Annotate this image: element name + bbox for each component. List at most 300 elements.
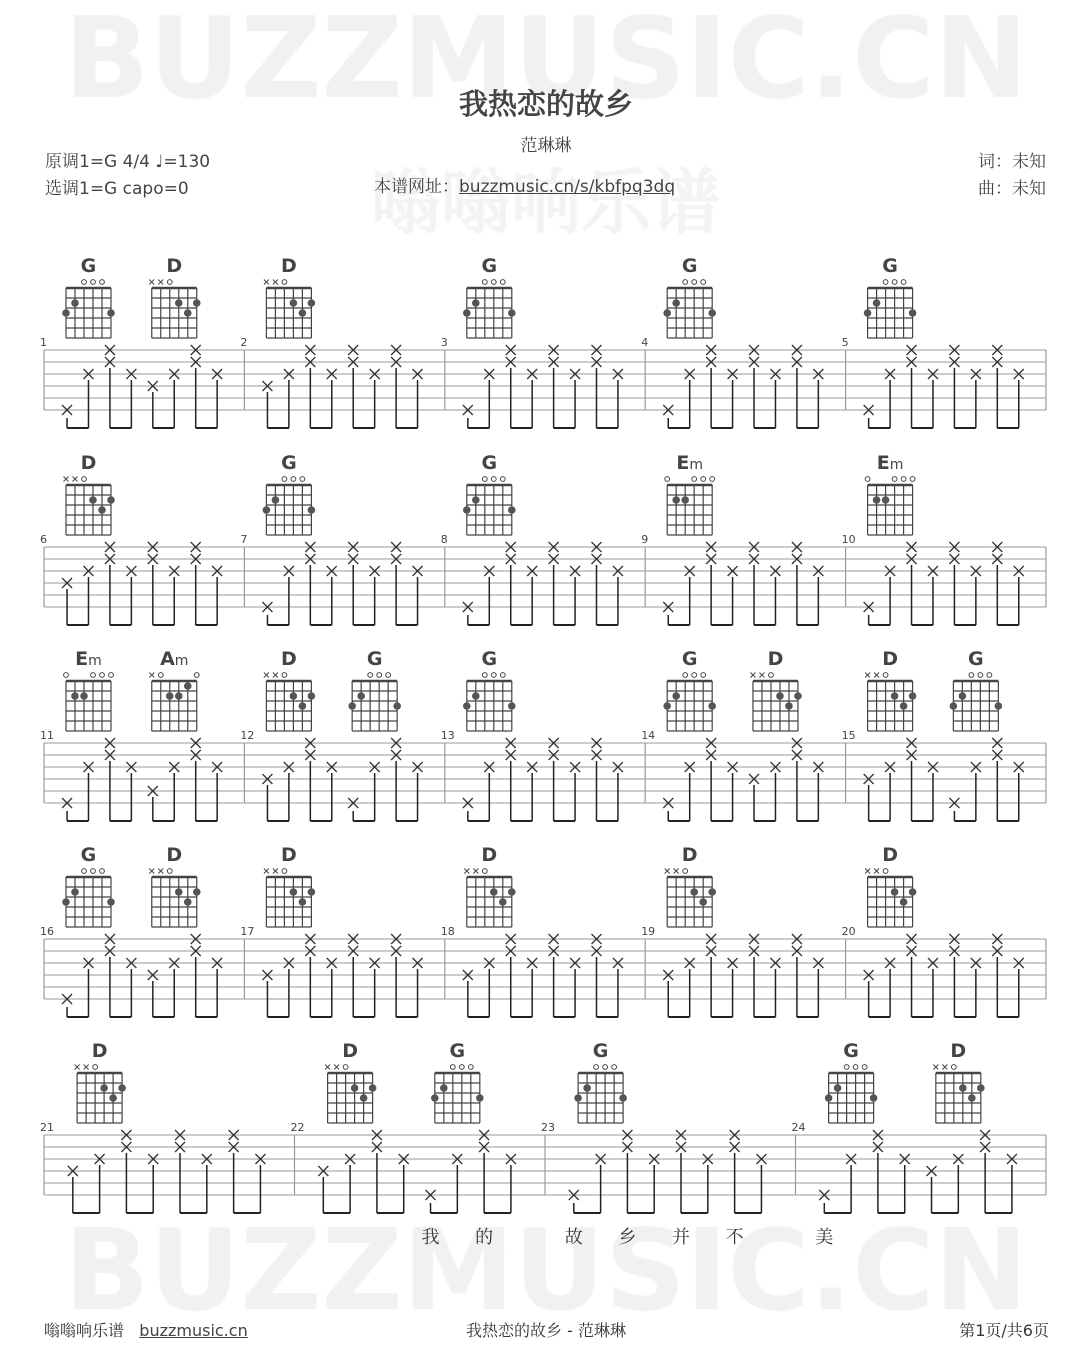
measure-22: [291, 1040, 516, 1248]
open-string-icon: [282, 869, 287, 874]
finger-dot: [431, 1094, 439, 1102]
finger-dot: [393, 702, 401, 710]
muted-string-icon: [473, 869, 478, 874]
finger-dot: [508, 702, 516, 710]
lyric-char: 故: [564, 1227, 583, 1248]
measure-number: 18: [440, 925, 455, 938]
finger-dot: [472, 496, 480, 504]
open-string-icon: [883, 280, 888, 285]
chord-name: Em: [676, 452, 704, 474]
lyric-char: 我: [421, 1227, 440, 1248]
finger-dot: [290, 888, 298, 896]
open-string-icon: [594, 1065, 599, 1070]
tab-row: [40, 844, 1046, 1017]
chord-name: G: [449, 1040, 466, 1062]
finger-dot: [708, 309, 716, 317]
open-string-icon: [862, 1065, 867, 1070]
chord-diagram-d: [149, 869, 200, 928]
chord-name: G: [843, 1040, 859, 1062]
chord-diagram-g: [463, 280, 516, 338]
open-string-icon: [844, 1065, 849, 1070]
chord-name: D: [166, 255, 183, 277]
measure-number: 22: [290, 1121, 305, 1134]
open-string-icon: [901, 477, 906, 482]
finger-dot: [909, 309, 917, 317]
muted-string-icon: [665, 869, 670, 874]
chord-diagram-g: [463, 673, 516, 731]
open-string-icon: [683, 280, 688, 285]
finger-dot: [308, 888, 316, 896]
muted-string-icon: [750, 673, 755, 678]
chord-diagram-g: [463, 477, 516, 535]
measure-number: 8: [440, 533, 448, 546]
finger-dot: [870, 1094, 878, 1102]
measure-number: 23: [541, 1121, 555, 1134]
chord-diagram-d: [264, 280, 315, 339]
chord-name: G: [80, 255, 97, 277]
open-string-icon: [865, 477, 870, 482]
open-string-icon: [683, 869, 688, 874]
finger-dot: [672, 299, 680, 307]
finger-dot: [308, 506, 316, 514]
open-string-icon: [482, 280, 487, 285]
measure-9: [641, 452, 823, 625]
finger-dot: [290, 299, 298, 307]
chord-diagram-em: [665, 477, 715, 535]
finger-dot: [175, 692, 183, 700]
muted-string-icon: [865, 673, 870, 678]
finger-dot: [472, 692, 480, 700]
finger-dot: [71, 692, 79, 700]
tab-row: [40, 452, 1046, 625]
chord-name: G: [882, 255, 898, 277]
chord-diagram-d: [149, 280, 200, 339]
chord-name: G: [481, 255, 498, 277]
muted-string-icon: [273, 673, 278, 678]
finger-dot: [62, 309, 70, 317]
finger-dot: [508, 309, 516, 317]
open-string-icon: [769, 673, 774, 678]
finger-dot: [776, 692, 784, 700]
muted-string-icon: [158, 280, 163, 285]
muted-string-icon: [72, 477, 77, 482]
measure-number: 2: [240, 336, 248, 349]
measure-7: [240, 452, 422, 625]
artist-name: 范琳琳: [520, 136, 572, 156]
open-string-icon: [368, 673, 373, 678]
finger-dot: [348, 702, 356, 710]
chord-name: G: [366, 648, 383, 670]
chord-diagram-g: [574, 1065, 627, 1123]
open-string-icon: [282, 280, 287, 285]
finger-dot: [977, 1084, 985, 1092]
finger-dot: [900, 898, 908, 906]
finger-dot: [98, 506, 106, 514]
open-string-icon: [100, 280, 105, 285]
open-string-icon: [901, 280, 906, 285]
measure-6: [40, 452, 222, 625]
tab-row: [40, 648, 1046, 821]
chord-diagram-g: [348, 673, 401, 731]
chord-diagram-g: [825, 1065, 878, 1123]
open-string-icon: [167, 280, 172, 285]
finger-dot: [508, 506, 516, 514]
finger-dot: [583, 1084, 591, 1092]
finger-dot: [681, 496, 689, 504]
muted-string-icon: [325, 1065, 330, 1070]
lyric-char: 美: [815, 1227, 834, 1248]
chord-diagram-d: [865, 869, 916, 928]
finger-dot: [900, 702, 908, 710]
finger-dot: [873, 496, 881, 504]
muted-string-icon: [84, 1065, 89, 1070]
finger-dot: [882, 496, 890, 504]
finger-dot: [708, 702, 716, 710]
finger-dot: [351, 1084, 359, 1092]
finger-dot: [619, 1094, 627, 1102]
open-string-icon: [93, 1065, 98, 1070]
open-string-icon: [194, 673, 199, 678]
muted-string-icon: [942, 1065, 947, 1070]
chord-diagram-d: [325, 1065, 376, 1124]
measure-21: [40, 1040, 265, 1213]
measure-24: [792, 1040, 1017, 1248]
open-string-icon: [282, 477, 287, 482]
finger-dot: [184, 898, 192, 906]
chord-name: G: [481, 452, 498, 474]
chord-diagram-d: [665, 869, 716, 928]
finger-dot: [959, 692, 967, 700]
finger-dot: [166, 692, 174, 700]
finger-dot: [89, 496, 97, 504]
open-string-icon: [892, 477, 897, 482]
chord-name: D: [342, 1040, 359, 1062]
chord-name: D: [280, 255, 297, 277]
muted-string-icon: [75, 1065, 80, 1070]
open-string-icon: [603, 1065, 608, 1070]
finger-dot: [80, 692, 88, 700]
chord-diagram-d: [464, 869, 515, 928]
open-string-icon: [491, 477, 496, 482]
muted-string-icon: [149, 280, 154, 285]
chord-diagram-g: [62, 869, 115, 927]
open-string-icon: [386, 673, 391, 678]
measure-number: 16: [40, 925, 54, 938]
finger-dot: [440, 1084, 448, 1092]
chord-diagram-g: [663, 280, 716, 338]
finger-dot: [184, 682, 192, 690]
finger-dot: [490, 888, 498, 896]
open-string-icon: [665, 477, 670, 482]
open-string-icon: [491, 673, 496, 678]
measure-1: [40, 255, 222, 428]
open-string-icon: [82, 280, 87, 285]
open-string-icon: [701, 673, 706, 678]
finger-dot: [263, 506, 271, 514]
chord-diagram-d: [264, 673, 315, 732]
muted-string-icon: [158, 869, 163, 874]
chord-name: D: [481, 844, 498, 866]
footer-page: 第1页/共6页: [959, 1321, 1049, 1340]
muted-string-icon: [334, 1065, 339, 1070]
finger-dot: [891, 692, 899, 700]
open-string-icon: [100, 673, 105, 678]
open-string-icon: [100, 869, 105, 874]
muted-string-icon: [874, 869, 879, 874]
finger-dot: [672, 496, 680, 504]
chord-name: G: [281, 452, 297, 474]
measure-number: 19: [641, 925, 656, 938]
open-string-icon: [701, 477, 706, 482]
measure-number: 5: [841, 336, 849, 349]
chord-diagram-d: [264, 869, 315, 928]
url-label: 本谱网址：: [374, 177, 459, 197]
chord-diagram-g: [62, 280, 115, 338]
finger-dot: [499, 898, 507, 906]
footer-site-link[interactable]: buzzmusic.cn: [139, 1321, 248, 1340]
finger-dot: [107, 898, 115, 906]
open-string-icon: [692, 477, 697, 482]
open-string-icon: [978, 673, 983, 678]
open-string-icon: [91, 673, 96, 678]
finger-dot: [663, 702, 671, 710]
chord-name: D: [767, 648, 784, 670]
measure-number: 3: [440, 336, 448, 349]
open-string-icon: [500, 477, 505, 482]
open-string-icon: [64, 673, 69, 678]
finger-dot: [184, 309, 192, 317]
open-string-icon: [377, 673, 382, 678]
open-string-icon: [482, 477, 487, 482]
chord-name: D: [280, 648, 297, 670]
measure-15: [842, 648, 1024, 821]
chord-diagram-g: [663, 673, 716, 731]
muted-string-icon: [874, 673, 879, 678]
chord-diagram-em: [865, 477, 915, 535]
measure-number: 1: [40, 336, 47, 349]
chord-name: G: [80, 844, 97, 866]
measure-number: 13: [440, 729, 455, 742]
chord-name: Em: [876, 452, 904, 474]
tab-row: [40, 1040, 1046, 1248]
finger-dot: [959, 1084, 967, 1092]
finger-dot: [672, 692, 680, 700]
open-string-icon: [710, 477, 715, 482]
finger-dot: [873, 299, 881, 307]
finger-dot: [834, 1084, 842, 1092]
chord-diagram-g: [864, 280, 917, 338]
chord-name: D: [80, 452, 97, 474]
open-string-icon: [883, 673, 888, 678]
measure-number: 12: [240, 729, 255, 742]
finger-dot: [360, 1094, 368, 1102]
open-string-icon: [300, 477, 305, 482]
chord-diagram-d: [933, 1065, 984, 1124]
measure-12: [240, 648, 422, 821]
chord-diagram-em: [64, 673, 114, 731]
chord-name: D: [882, 648, 898, 670]
finger-dot: [71, 299, 79, 307]
finger-dot: [794, 692, 802, 700]
chord-diagram-d: [75, 1065, 126, 1124]
finger-dot: [62, 898, 70, 906]
open-string-icon: [951, 1065, 956, 1070]
finger-dot: [175, 888, 183, 896]
measure-3: [441, 255, 623, 428]
lyric-char: 不: [725, 1227, 744, 1248]
footer-song: 我热恋的故乡 - 范琳琳: [466, 1321, 626, 1340]
chord-name: G: [681, 648, 698, 670]
finger-dot: [864, 309, 872, 317]
measure-number: 20: [841, 925, 856, 938]
measure-number: 14: [641, 729, 656, 742]
finger-dot: [107, 309, 115, 317]
open-string-icon: [692, 280, 697, 285]
finger-dot: [193, 888, 201, 896]
finger-dot: [308, 692, 316, 700]
measure-number: 9: [641, 533, 649, 546]
finger-dot: [299, 309, 307, 317]
chord-diagram-g: [431, 1065, 484, 1123]
muted-string-icon: [264, 673, 269, 678]
open-string-icon: [692, 673, 697, 678]
measure-17: [240, 844, 422, 1017]
open-string-icon: [969, 673, 974, 678]
open-string-icon: [910, 477, 915, 482]
chord-name: G: [681, 255, 698, 277]
measure-20: [842, 844, 1024, 1017]
finger-dot: [574, 1094, 582, 1102]
url-line: [374, 172, 675, 197]
open-string-icon: [683, 673, 688, 678]
open-string-icon: [612, 1065, 617, 1070]
open-string-icon: [491, 280, 496, 285]
open-string-icon: [468, 1065, 473, 1070]
finger-dot: [995, 702, 1003, 710]
finger-dot: [508, 888, 516, 896]
finger-dot: [193, 299, 201, 307]
tab-row: [40, 255, 1046, 428]
muted-string-icon: [264, 869, 269, 874]
open-string-icon: [892, 280, 897, 285]
finger-dot: [308, 299, 316, 307]
measure-2: [240, 255, 422, 428]
muted-string-icon: [273, 869, 278, 874]
chord-name: D: [280, 844, 297, 866]
measure-5: [842, 255, 1024, 428]
chord-name: G: [968, 648, 984, 670]
finger-dot: [663, 309, 671, 317]
lyric-char: 并: [672, 1227, 691, 1248]
finger-dot: [463, 506, 471, 514]
measure-number: 21: [40, 1121, 54, 1134]
open-string-icon: [500, 673, 505, 678]
measure-19: [641, 844, 823, 1017]
muted-string-icon: [464, 869, 469, 874]
chord-diagram-d: [750, 673, 801, 732]
finger-dot: [476, 1094, 484, 1102]
open-string-icon: [482, 673, 487, 678]
open-string-icon: [82, 869, 87, 874]
lyricist: 词：未知: [978, 152, 1046, 172]
measure-number: 15: [841, 729, 856, 742]
chord-name: G: [481, 648, 498, 670]
finger-dot: [785, 702, 793, 710]
finger-dot: [463, 702, 471, 710]
measure-16: [40, 844, 222, 1017]
open-string-icon: [701, 280, 706, 285]
composer: 曲：未知: [978, 179, 1046, 199]
measure-13: [441, 648, 623, 821]
muted-string-icon: [865, 869, 870, 874]
capo-info: 选调1=G capo=0: [45, 179, 189, 199]
chord-name: D: [950, 1040, 967, 1062]
finger-dot: [290, 692, 298, 700]
open-string-icon: [500, 280, 505, 285]
open-string-icon: [91, 280, 96, 285]
open-string-icon: [82, 477, 87, 482]
open-string-icon: [167, 869, 172, 874]
chord-diagram-d: [63, 477, 114, 536]
chord-diagram-d: [865, 673, 916, 732]
chord-name: D: [882, 844, 898, 866]
muted-string-icon: [933, 1065, 938, 1070]
lyric-char: 的: [475, 1227, 494, 1248]
finger-dot: [100, 1084, 108, 1092]
finger-dot: [968, 1094, 976, 1102]
measure-10: [842, 452, 1024, 625]
measure-number: 17: [240, 925, 255, 938]
measure-number: 4: [641, 336, 649, 349]
finger-dot: [950, 702, 958, 710]
measure-number: 10: [841, 533, 856, 546]
open-string-icon: [158, 673, 163, 678]
open-string-icon: [109, 673, 114, 678]
open-string-icon: [987, 673, 992, 678]
measure-number: 11: [40, 729, 54, 742]
score-url-link[interactable]: buzzmusic.cn/s/kbfpq3dq: [459, 177, 676, 197]
open-string-icon: [482, 869, 487, 874]
measure-4: [641, 255, 823, 428]
finger-dot: [109, 1094, 117, 1102]
chord-diagram-g: [263, 477, 316, 535]
finger-dot: [272, 496, 280, 504]
chord-diagram-am: [149, 673, 199, 732]
measure-8: [441, 452, 623, 625]
muted-string-icon: [63, 477, 68, 482]
finger-dot: [369, 1084, 377, 1092]
song-title: 我热恋的故乡: [458, 87, 633, 121]
open-string-icon: [883, 869, 888, 874]
finger-dot: [175, 299, 183, 307]
finger-dot: [909, 692, 917, 700]
measure-number: 24: [791, 1121, 806, 1134]
chord-name: D: [166, 844, 183, 866]
finger-dot: [690, 888, 698, 896]
measure-14: [641, 648, 823, 821]
open-string-icon: [282, 673, 287, 678]
key-info: 原调1=G 4/4 ♩=130: [45, 152, 211, 172]
muted-string-icon: [273, 280, 278, 285]
finger-dot: [357, 692, 365, 700]
measure-number: 6: [40, 533, 47, 546]
finger-dot: [107, 496, 115, 504]
open-string-icon: [91, 869, 96, 874]
open-string-icon: [450, 1065, 455, 1070]
measure-23: [541, 1040, 766, 1248]
finger-dot: [463, 309, 471, 317]
chord-name: D: [681, 844, 698, 866]
